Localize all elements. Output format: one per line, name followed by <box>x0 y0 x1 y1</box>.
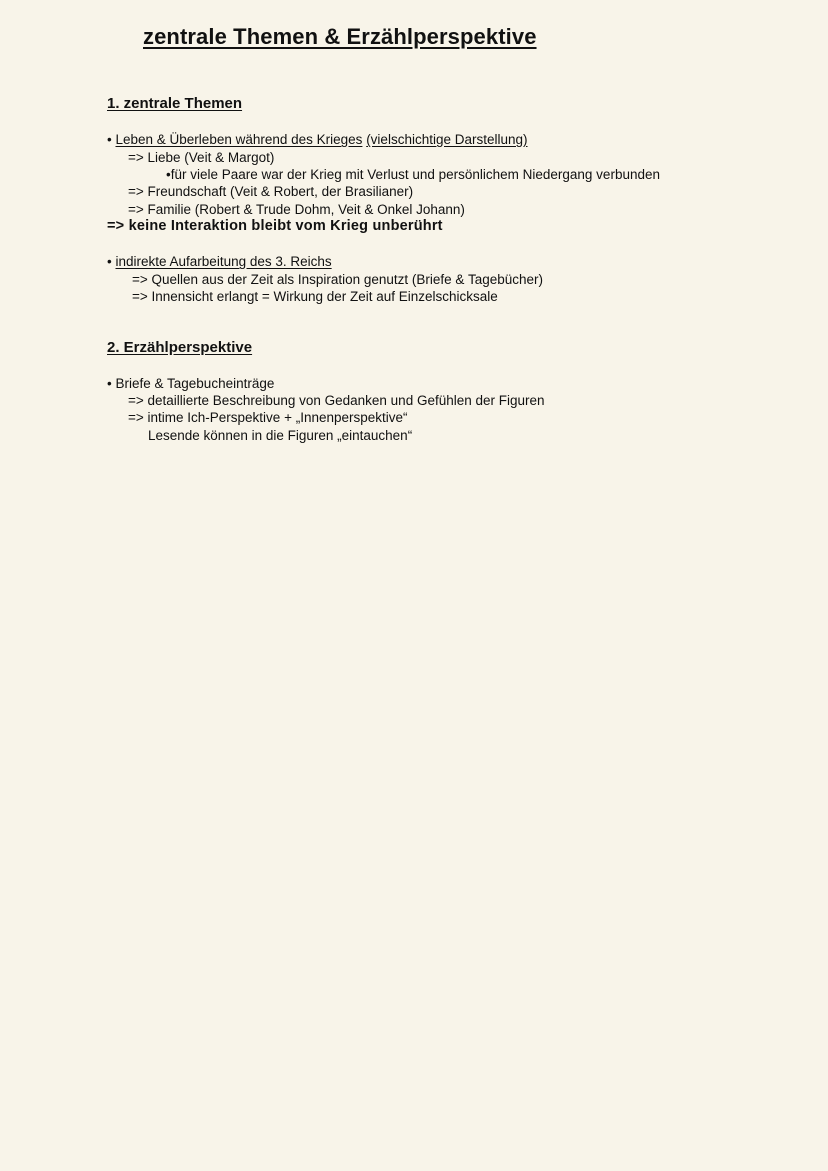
bullet-marker: • <box>107 376 112 391</box>
sub-point-liebe-detail: •für viele Paare war der Krieg mit Verlust und persönlichem Niedergang verbunden <box>166 167 660 182</box>
conclusion-statement: => keine Interaktion bleibt vom Krieg unberührt <box>107 218 443 234</box>
sub-point-ich-perspektive: => intime Ich-Perspektive + „Innenperspektive“ <box>128 410 408 425</box>
bullet-text: Briefe & Tagebucheinträge <box>115 376 275 391</box>
sub-point-liebe: => Liebe (Veit & Margot) <box>128 150 275 165</box>
bullet-text-note: (vielschichtige Darstellung) <box>366 132 528 147</box>
bullet-text: indirekte Aufarbeitung des 3. Reichs <box>115 254 332 269</box>
bullet-briefe-tagebucheintraege <box>107 375 274 392</box>
section-heading-erzaehlperspektive: 2. Erzählperspektive <box>107 339 253 356</box>
section-heading-zentrale-themen: 1. zentrale Themen <box>107 95 243 112</box>
bullet-indirekte-aufarbeitung <box>107 253 332 270</box>
sub-point-beschreibung: => detaillierte Beschreibung von Gedanken und Gefühlen der Figuren <box>128 393 545 408</box>
sub-point-eintauchen: Lesende können in die Figuren „eintauchen“ <box>148 428 413 443</box>
sub-point-familie: => Familie (Robert & Trude Dohm, Veit & Onkel Johann) <box>128 202 465 217</box>
bullet-marker: • <box>107 254 112 269</box>
bullet-leben-ueberleben <box>107 131 528 148</box>
bullet-text: Leben & Überleben während des Krieges <box>115 132 363 147</box>
sub-point-quellen: => Quellen aus der Zeit als Inspiration genutzt (Briefe & Tagebücher) <box>132 272 543 287</box>
page-title: zentrale Themen & Erzählperspektive <box>143 24 537 49</box>
bullet-marker: • <box>107 132 112 147</box>
sub-point-innensicht: => Innensicht erlangt = Wirkung der Zeit auf Einzelschicksale <box>132 289 498 304</box>
sub-point-freundschaft: => Freundschaft (Veit & Robert, der Brasilianer) <box>128 184 414 199</box>
